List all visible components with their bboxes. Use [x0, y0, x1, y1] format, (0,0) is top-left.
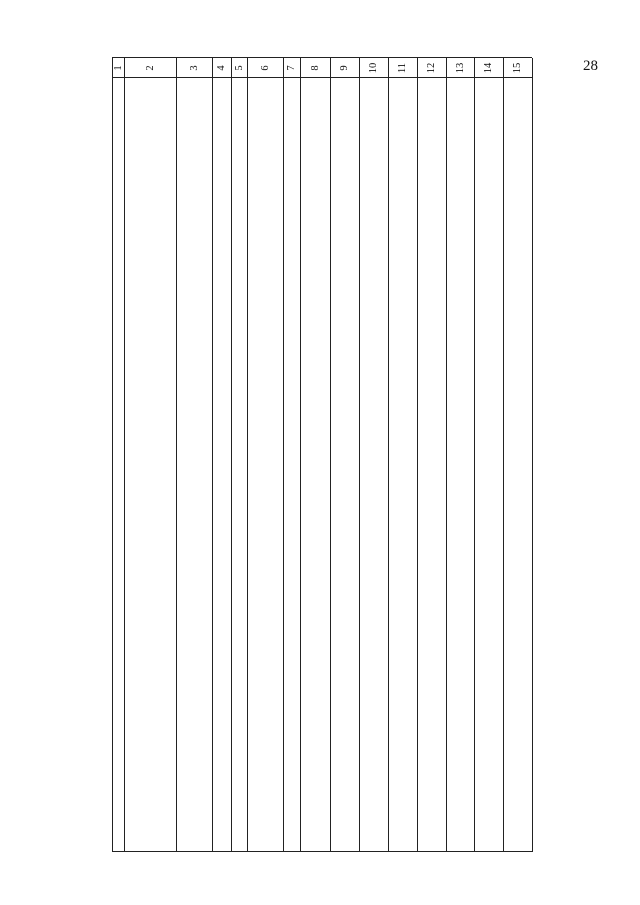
column-rule	[231, 58, 232, 852]
column-rule	[503, 58, 504, 852]
header-col-4: 4	[216, 65, 227, 71]
column-rule	[300, 58, 301, 852]
page-number: 28	[583, 58, 598, 74]
header-col-6: 6	[259, 65, 271, 71]
header-col-14: 14	[483, 62, 494, 74]
header-col-12: 12	[426, 62, 437, 74]
row-rule	[112, 851, 532, 852]
table-grid	[112, 58, 532, 852]
column-rule	[474, 58, 475, 852]
header-col-1: 1	[113, 65, 124, 71]
column-rule	[388, 58, 389, 852]
row-rule	[112, 77, 532, 78]
header-col-15: 15	[512, 62, 523, 74]
column-rule	[176, 58, 177, 852]
column-rule	[359, 58, 360, 852]
header-col-7: 7	[286, 65, 297, 71]
header-col-5: 5	[233, 65, 245, 71]
header-col-13: 13	[454, 62, 466, 74]
header-col-11: 11	[397, 62, 408, 74]
column-rule	[446, 58, 447, 852]
header-col-2: 2	[144, 65, 156, 71]
rotated-table	[112, 58, 532, 852]
row-rule	[112, 57, 532, 58]
header-col-10: 10	[368, 62, 379, 74]
column-rule	[124, 58, 125, 852]
column-rule	[247, 58, 248, 852]
column-rule	[112, 58, 113, 852]
header-col-9: 9	[339, 65, 350, 71]
column-rule	[212, 58, 213, 852]
column-rule	[283, 58, 284, 852]
header-col-8: 8	[309, 65, 321, 71]
header-col-3: 3	[188, 65, 200, 71]
column-rule	[532, 58, 533, 852]
column-rule	[330, 58, 331, 852]
column-rule	[417, 58, 418, 852]
